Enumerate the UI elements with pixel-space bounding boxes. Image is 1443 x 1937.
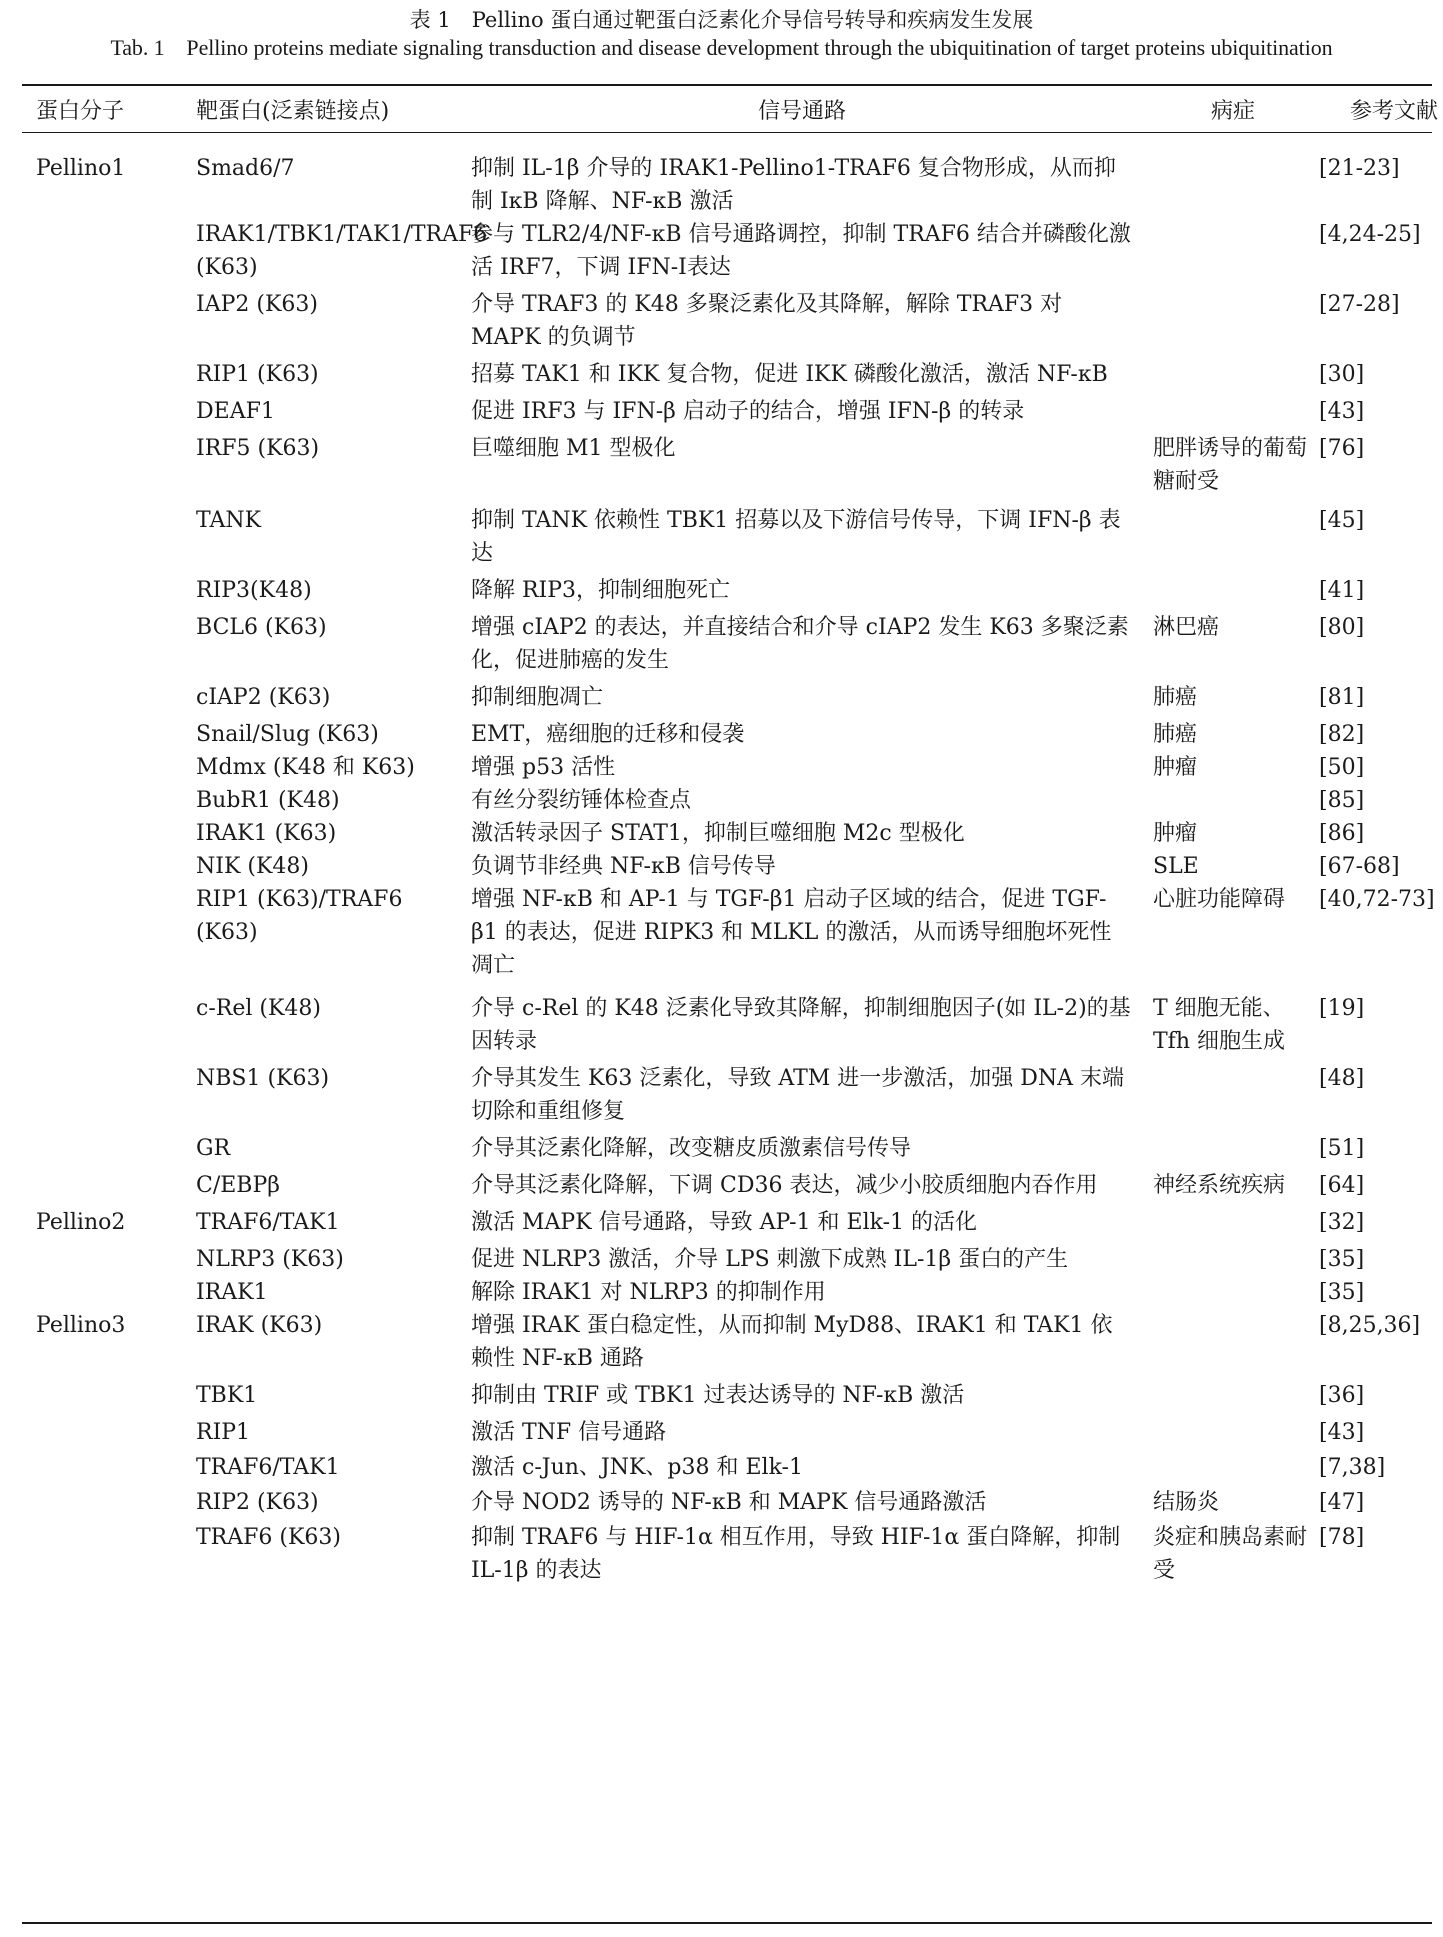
cell-protein: [22, 1521, 186, 1589]
cell-disease: 肿瘤: [1153, 821, 1198, 846]
cell-protein: [22, 1062, 186, 1132]
cell-reference: [48]: [1319, 1066, 1365, 1091]
table-row: [22, 1451, 1443, 1486]
table-row: [22, 883, 1443, 992]
cell-reference: [30]: [1319, 362, 1365, 387]
cell-disease: [1153, 1206, 1319, 1243]
cell-target: IRAK (K63): [196, 1313, 323, 1338]
cell-target: GR: [196, 1136, 231, 1161]
pellino-table: [22, 86, 1443, 1589]
table-row: [22, 681, 1443, 718]
cell-protein: [22, 784, 186, 817]
cell-target: IAP2 (K63): [196, 292, 318, 317]
cell-target: Smad6/7: [196, 156, 295, 181]
cell-target: RIP1 (K63): [196, 362, 319, 387]
table-row: [22, 611, 1443, 681]
cell-disease: [1153, 218, 1319, 288]
cell-pathway: 巨噬细胞 M1 型极化: [471, 436, 676, 461]
table-row: [22, 1206, 1443, 1243]
cell-disease: [1153, 784, 1319, 817]
cell-protein: [22, 1451, 186, 1486]
cell-target: BCL6 (K63): [196, 615, 327, 640]
cell-reference: [7,38]: [1319, 1455, 1386, 1480]
cell-target: RIP1 (K63)/TRAF6 (K63): [196, 887, 403, 945]
cell-reference: [67-68]: [1319, 854, 1400, 879]
cell-protein: [22, 218, 186, 288]
cell-pathway: 抑制 IL-1β 介导的 IRAK1-Pellino1-TRAF6 复合物形成，从而抑制 IκB 降解、NF-κB 激活: [471, 156, 1116, 214]
cell-pathway: 抑制细胞凋亡: [471, 685, 604, 710]
cell-pathway: 介导 NOD2 诱导的 NF-κB 和 MAPK 信号通路激活: [471, 1490, 987, 1515]
cell-disease: [1153, 1416, 1319, 1451]
table-caption-chinese: 表 1 Pellino 蛋白通过靶蛋白泛素化介导信号转导和疾病发生发展: [409, 8, 1034, 32]
header-protein: 蛋白分子: [36, 98, 125, 124]
cell-pathway: 介导其泛素化降解，下调 CD36 表达，减少小胶质细胞内吞作用: [471, 1173, 1098, 1198]
cell-disease: 结肠炎: [1153, 1490, 1220, 1515]
cell-target: IRAK1: [196, 1280, 268, 1305]
cell-pathway: 解除 IRAK1 对 NLRP3 的抑制作用: [471, 1280, 826, 1305]
cell-disease: [1153, 358, 1319, 395]
cell-protein: [22, 751, 186, 784]
cell-target: cIAP2 (K63): [196, 685, 331, 710]
cell-reference: [78]: [1319, 1525, 1365, 1550]
cell-target: C/EBPβ: [196, 1173, 280, 1198]
cell-pathway: 介导其发生 K63 泛素化，导致 ATM 进一步激活，加强 DNA 末端切除和重组修复: [471, 1066, 1125, 1124]
cell-reference: [21-23]: [1319, 156, 1400, 181]
cell-protein: [22, 1243, 186, 1276]
cell-reference: [82]: [1319, 722, 1365, 747]
cell-target: TRAF6 (K63): [196, 1525, 341, 1550]
cell-disease: 肥胖诱导的葡萄糖耐受: [1153, 436, 1308, 494]
cell-protein: [22, 1132, 186, 1169]
cell-reference: [35]: [1319, 1280, 1365, 1305]
cell-protein: [22, 1276, 186, 1309]
cell-pathway: 降解 RIP3，抑制细胞死亡: [471, 578, 731, 603]
cell-disease: [1153, 1379, 1319, 1416]
cell-protein: [22, 358, 186, 395]
cell-protein: [22, 611, 186, 681]
cell-reference: [8,25,36]: [1319, 1313, 1421, 1338]
cell-disease: 神经系统疾病: [1153, 1173, 1286, 1198]
header-spacer: [22, 132, 1443, 152]
cell-protein: [22, 992, 186, 1062]
cell-pathway: 抑制 TRAF6 与 HIF-1α 相互作用，导致 HIF-1α 蛋白降解，抑制 IL-1β 的表达: [471, 1525, 1121, 1583]
cell-pathway: 介导 TRAF3 的 K48 多聚泛素化及其降解，解除 TRAF3 对 MAPK 的负调节: [471, 292, 1063, 350]
cell-reference: [43]: [1319, 399, 1365, 424]
cell-target: NLRP3 (K63): [196, 1247, 344, 1272]
cell-protein: [22, 883, 186, 992]
table-row: [22, 784, 1443, 817]
cell-protein: [22, 395, 186, 432]
cell-reference: [50]: [1319, 755, 1365, 780]
table-row: [22, 992, 1443, 1062]
cell-reference: [27-28]: [1319, 292, 1400, 317]
cell-protein: [22, 681, 186, 718]
table-row: [22, 1416, 1443, 1451]
cell-disease: 心脏功能障碍: [1153, 887, 1286, 912]
cell-target: RIP3(K48): [196, 578, 312, 603]
cell-disease: [1153, 1243, 1319, 1276]
cell-disease: [1153, 288, 1319, 358]
cell-pathway: 介导其泛素化降解，改变糖皮质激素信号传导: [471, 1136, 912, 1161]
cell-pathway: 介导 c-Rel 的 K48 泛素化导致其降解，抑制细胞因子(如 IL-2)的基因转录: [471, 996, 1131, 1054]
cell-reference: [32]: [1319, 1210, 1365, 1235]
cell-disease: 肺癌: [1153, 685, 1198, 710]
cell-disease: 肺癌: [1153, 722, 1198, 747]
cell-pathway: EMT，癌细胞的迁移和侵袭: [471, 722, 745, 747]
cell-target: TBK1: [196, 1383, 258, 1408]
cell-target: RIP1: [196, 1420, 251, 1445]
table-row: [22, 288, 1443, 358]
cell-reference: [41]: [1319, 578, 1365, 603]
cell-target: c-Rel (K48): [196, 996, 321, 1021]
table-row: [22, 574, 1443, 611]
cell-protein: [22, 1486, 186, 1521]
cell-target: RIP2 (K63): [196, 1490, 319, 1515]
cell-disease: SLE: [1153, 854, 1199, 879]
table-row: [22, 432, 1443, 504]
cell-protein: Pellino3: [36, 1313, 126, 1338]
header-disease: 病症: [1210, 98, 1255, 124]
cell-pathway: 增强 NF-κB 和 AP-1 与 TGF-β1 启动子区域的结合，促进 TGF-β1 的表达，促进 RIPK3 和 MLKL 的激活，从而诱导细胞坏死性凋亡: [471, 887, 1112, 978]
table-row: [22, 1276, 1443, 1309]
cell-pathway: 促进 NLRP3 激活，介导 LPS 刺激下成熟 IL-1β 蛋白的产生: [471, 1247, 1069, 1272]
cell-disease: 淋巴癌: [1153, 615, 1220, 640]
table-row: [22, 751, 1443, 784]
cell-reference: [80]: [1319, 615, 1365, 640]
table-row: [22, 1132, 1443, 1169]
cell-target: IRAK1/TBK1/TAK1/TRAF6 (K63): [196, 222, 488, 280]
cell-target: NIK (K48): [196, 854, 309, 879]
cell-protein: [22, 504, 186, 574]
table-row: [22, 218, 1443, 288]
cell-disease: [1153, 1309, 1319, 1379]
cell-disease: [1153, 395, 1319, 432]
table-row: [22, 395, 1443, 432]
cell-disease: T 细胞无能、Tfh 细胞生成: [1153, 996, 1285, 1054]
cell-reference: [36]: [1319, 1383, 1365, 1408]
cell-reference: [64]: [1319, 1173, 1365, 1198]
table-row: [22, 1486, 1443, 1521]
cell-disease: [1153, 1276, 1319, 1309]
cell-disease: [1153, 1062, 1319, 1132]
table-row: [22, 1379, 1443, 1416]
cell-protein: [22, 817, 186, 850]
table-row: [22, 850, 1443, 883]
cell-disease: 炎症和胰岛素耐受: [1153, 1525, 1308, 1583]
table-row: [22, 504, 1443, 574]
cell-pathway: 激活 MAPK 信号通路，导致 AP-1 和 Elk-1 的活化: [471, 1210, 978, 1235]
cell-pathway: 增强 p53 活性: [471, 755, 616, 780]
cell-disease: [1153, 574, 1319, 611]
cell-target: TRAF6/TAK1: [196, 1210, 340, 1235]
table-bottom-rule: [22, 1922, 1432, 1924]
cell-protein: [22, 288, 186, 358]
cell-reference: [4,24-25]: [1319, 222, 1421, 247]
cell-pathway: 激活 c-Jun、JNK、p38 和 Elk-1: [471, 1455, 803, 1480]
cell-pathway: 抑制 TANK 依赖性 TBK1 招募以及下游信号传导，下调 IFN-β 表达: [471, 508, 1121, 566]
cell-reference: [85]: [1319, 788, 1365, 813]
cell-pathway: 参与 TLR2/4/NF-κB 信号通路调控，抑制 TRAF6 结合并磷酸化激活 IRF7，下调 IFN-Ⅰ表达: [471, 222, 1131, 280]
table-row: [22, 1062, 1443, 1132]
cell-protein: [22, 718, 186, 751]
header-reference: 参考文献: [1349, 98, 1438, 124]
cell-protein: [22, 1379, 186, 1416]
cell-reference: [51]: [1319, 1136, 1365, 1161]
cell-target: TRAF6/TAK1: [196, 1455, 340, 1480]
cell-target: Snail/Slug (K63): [196, 722, 379, 747]
header-target: 靶蛋白(泛素链接点): [196, 98, 390, 124]
cell-target: BubR1 (K48): [196, 788, 340, 813]
cell-pathway: 有丝分裂纺锤体检查点: [471, 788, 692, 813]
cell-target: IRF5 (K63): [196, 436, 320, 461]
cell-protein: [22, 574, 186, 611]
cell-disease: [1153, 1132, 1319, 1169]
cell-target: DEAF1: [196, 399, 275, 424]
cell-pathway: 激活 TNF 信号通路: [471, 1420, 667, 1445]
cell-reference: [76]: [1319, 436, 1365, 461]
table-row: [22, 817, 1443, 850]
cell-target: TANK: [196, 508, 262, 533]
cell-pathway: 增强 IRAK 蛋白稳定性，从而抑制 MyD88、IRAK1 和 TAK1 依赖性 NF-κB 通路: [471, 1313, 1113, 1371]
cell-pathway: 激活转录因子 STAT1，抑制巨噬细胞 M2c 型极化: [471, 821, 965, 846]
cell-disease: [1153, 1451, 1319, 1486]
cell-reference: [47]: [1319, 1490, 1365, 1515]
cell-target: NBS1 (K63): [196, 1066, 330, 1091]
cell-reference: [40,72-73]: [1319, 887, 1435, 912]
cell-pathway: 负调节非经典 NF-κB 信号传导: [471, 854, 776, 879]
cell-reference: [81]: [1319, 685, 1365, 710]
cell-target: IRAK1 (K63): [196, 821, 337, 846]
table-caption-english: Tab. 1 Pellino proteins mediate signaling transduction and disease development through the ubiquitination of target proteins ubiquitination: [110, 35, 1333, 60]
cell-disease: [1153, 504, 1319, 574]
cell-pathway: 增强 cIAP2 的表达，并直接结合和介导 cIAP2 发生 K63 多聚泛素化，促进肺癌的发生: [471, 615, 1129, 673]
table-row: [22, 1521, 1443, 1589]
cell-pathway: 招募 TAK1 和 IKK 复合物，促进 IKK 磷酸化激活，激活 NF-κB: [471, 362, 1108, 387]
cell-pathway: 促进 IRF3 与 IFN-β 启动子的结合，增强 IFN-β 的转录: [471, 399, 1025, 424]
cell-protein: [22, 1169, 186, 1206]
table-row: [22, 1169, 1443, 1206]
table-row: [22, 718, 1443, 751]
cell-protein: Pellino2: [36, 1210, 126, 1235]
cell-protein: [22, 1416, 186, 1451]
table-row: [22, 152, 1443, 218]
header-pathway: 信号通路: [757, 98, 846, 124]
table-row: [22, 358, 1443, 395]
cell-disease: 肿瘤: [1153, 755, 1198, 780]
cell-protein: [22, 850, 186, 883]
cell-protein: [22, 432, 186, 504]
table-header-row: [22, 86, 1443, 132]
cell-protein: Pellino1: [36, 156, 126, 181]
cell-reference: [45]: [1319, 508, 1365, 533]
cell-reference: [19]: [1319, 996, 1365, 1021]
table-row: [22, 1309, 1443, 1379]
table-body: [22, 132, 1443, 1589]
cell-reference: [86]: [1319, 821, 1365, 846]
table-row: [22, 1243, 1443, 1276]
cell-reference: [35]: [1319, 1247, 1365, 1272]
cell-pathway: 抑制由 TRIF 或 TBK1 过表达诱导的 NF-κB 激活: [471, 1383, 965, 1408]
cell-reference: [43]: [1319, 1420, 1365, 1445]
cell-disease: [1153, 152, 1319, 218]
cell-target: Mdmx (K48 和 K63): [196, 755, 415, 780]
